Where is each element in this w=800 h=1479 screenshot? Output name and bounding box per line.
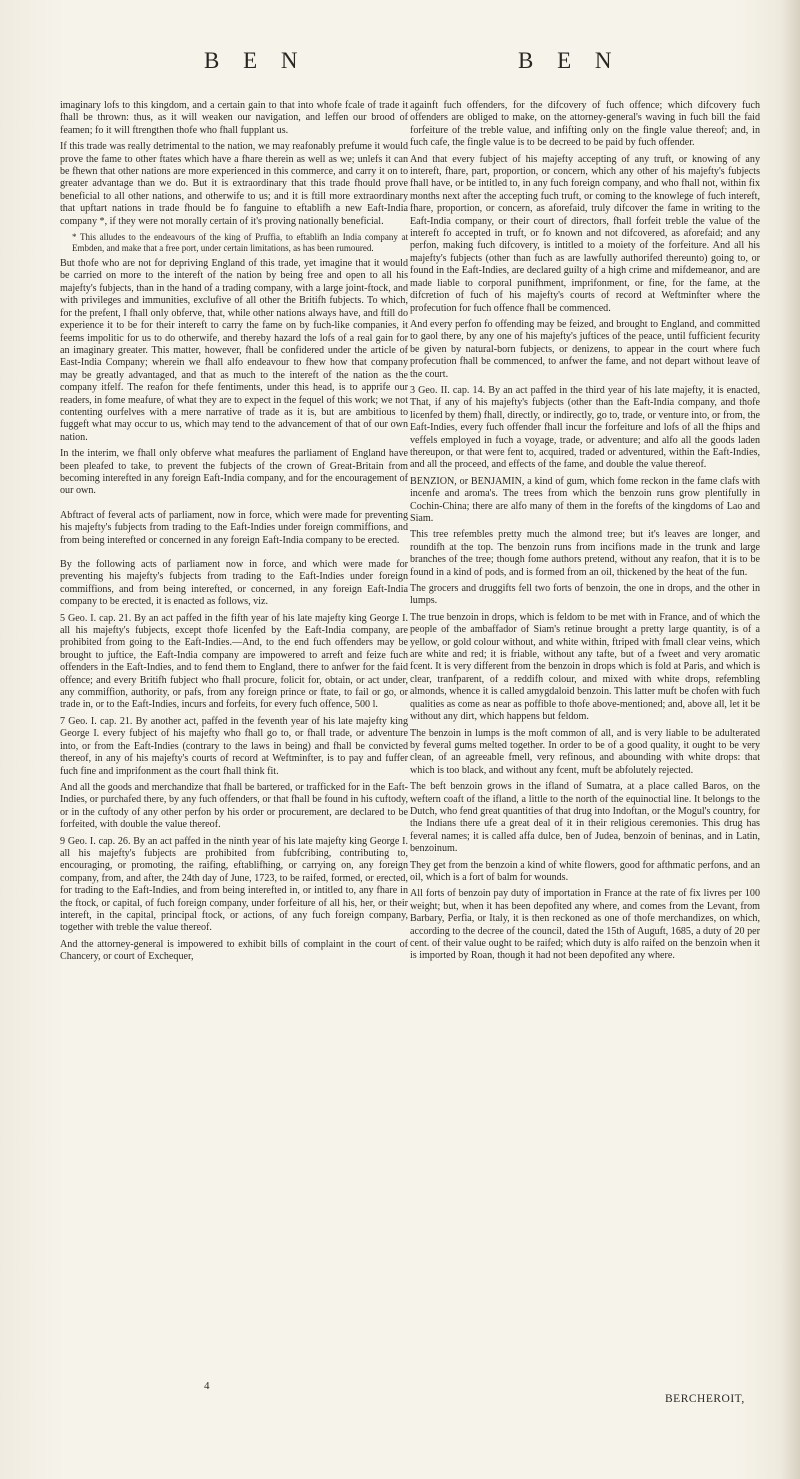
paragraph: They get from the benzoin a kind of white flowers, good for afthmatic perfons, and an oil, which is a fort of balm for wounds. — [410, 859, 760, 883]
paragraph: And every perfon fo offending may be feized, and brought to England, and committed to gaol there, by any one of his majefty's juftices of the peace, until fufficient fecurity be given by natural-born fubjects, or denizens, to appear in the court where fuch profecution fhall be commenced, to anfwer the fame, and not depart without leave of the court. — [410, 318, 760, 380]
paragraph: imaginary lofs to this kingdom, and a certain gain to that into whofe fcale of trade it fhall be thrown: thus, as it will weaken our navigation, and leffen our brood of feamen; fo it will ftrengthen thofe who fhall fupplant us. — [60, 100, 408, 136]
paragraph: All forts of benzoin pay duty of importation in France at the rate of fix livres per 100 weight; but, when it has been depofited any where, and comes from the Levant, from Barbary, Perfia, or Italy, it is then reckoned as one of thofe merchandizes, on which, according to the decree of the council, dated the 15th of Auguft, 1685, a duty of 20 per cent. of their value ought to be raifed; which duty is alfo raifed on the benzoin when it is imported by Roan, though it had not been depofited any where. — [410, 888, 760, 962]
paragraph: 7 Geo. I. cap. 21. By another act, paffed in the feventh year of his late majefty king George I. every fubject of his majefty who fhall go to, or fhall trade, or adventure into, or from the Eaft-Indies (contrary to the laws in being) and fhall be convicted thereof, in any of his majefty's courts of record at Weftminfter, is to pay and fuffer fuch fine and imprifonment as the court fhall think fit. — [60, 715, 408, 777]
catchword: BERCHEROIT, — [665, 1393, 745, 1405]
paragraph: 5 Geo. I. cap. 21. By an act paffed in the fifth year of his late majefty king George I. all his majefty's fubjects, except thofe licenfed by the Eaft-India company, are prohibited from going to the Eaft-Indies.—And, to the end fuch offenders may be brought to juftice, the Eaft-India company are impowered to arreft and feize fuch offenders in the Eaft-Indies, and to fend them to England, there to anfwer for the faid offence; and every Britifh fubject who fhall procure, folicit for, obtain, or act under, any commiffion, authority, or pafs, from any foreign prince or ftate, to fail or go, or trade in, or to the Eaft-Indies, incurs and forfeits, for every fuch offence, 500 l. — [60, 612, 408, 711]
paragraph: But thofe who are not for depriving England of this trade, yet imagine that it would be carried on more to the intereft of the nation by being free and open to all his majefty's fubjects, than in the hand of a trading company, with a large joint-ftock, and with privileges and immunities, exclufive of all other the Britifh fubjects. To which, for the prefent, I fhall only obferve, that, while other nations always have, and ftill do experience it to be for their intereft to carry the fame on by fuch-like companies, it feems impolitic for us to do otherwife, and thereby hazard the lofs of a real gain for an imaginary greater. This matter, however, fhall be confidered under the article of East-India Company; wherein we fhall alfo endeavour to fhew how that company may be greatly advantaged, and that as much to the intereft of the nation as the company itfelf. The reafon for thefe fentiments, under this head, is to apprife our readers, in fome meafure, of what they are to expect in the fequel of this work; we not contenting ourfelves with a mere narrative of trade as it is, but are ambitious to fuggeft what may occur to us, which may tend to the advancement of that of our own nation. — [60, 258, 408, 443]
paragraph: 9 Geo. I. cap. 26. By an act paffed in the ninth year of his late majefty king George I. all his majefty's fubjects are prohibited from fubfcribing, contributing to, encouraging, or promoting, the raifing, eftablifhing, or carrying on, any foreign company, from, and after, the 24th day of June, 1723, to be raifed, formed, or erected, for trading to the Eaft-Indies, and from being interefted in, or intitled to, any fhare in the ftock, or capital, of fuch foreign company, under forfeiture of all his, her, or their intereft, in the capital, principal ftock, or actions, of any fuch foreign company, together with treble the value thereof. — [60, 835, 408, 934]
left-column — [60, 100, 408, 968]
paragraph: By the following acts of parliament now in force, and which were made for preventing his majefty's fubjects from trading to the Eaft-Indies under foreign commiffions, and from being interefted, or concerned, in any foreign Eaft-India company to be erected, it is enacted as follows, viz. — [60, 559, 408, 608]
paragraph: 3 Geo. II. cap. 14. By an act paffed in the third year of his late majefty, it is enacted, That, if any of his majefty's fubjects (other than the Eaft-India company, and thofe licenfed by them) fhall, directly, or indirectly, go to, trade, or venture into, or from, the Eaft-Indies, every fuch offender fhall incur the forfeiture and lofs of all the fhips and veffels employed in fuch a voyage, trade, or adventure; and alfo all the goods laden thereupon, or that were fent to, acquired, traded or adventured, within the Eaft-Indies, and all the proceed, and effects of the fame, and double the value thereof. — [410, 384, 760, 471]
right-column — [410, 100, 760, 967]
paragraph: This tree refembles pretty much the almond tree; but it's leaves are longer, and roundifh at the top. The benzoin runs from incifions made in the trunk and large branches of the tree; though fome authors pretend, without any reafon, that it is to be found in a kind of pods, and is formed from an oil, thickened by the heat of the fun. — [410, 529, 760, 578]
page-number: 4 — [204, 1380, 210, 1392]
paragraph: And that every fubject of his majefty accepting of any truft, or knowing of any intereft, fhare, part, proportion, or concern, which any other of his majefty's fubjects fhall have, or be intitled to, in any fuch foreign company, and who fhall not, within fix months next after the accepting fuch truft, or coming to the knowlege of fuch intereft, fhare, proportion, or concern, as aforefaid, truly difcover the fame in writing to the Eaft-India company, or their court of directors, fhall forfeit treble the value of the intereft fo accepted in truft, or fo known and not difcovered, as aforefaid; and any perfon, making fuch difcovery, is intitled to a moiety of the forfeiture. And all his majefty's fubjects (other than fuch as are lawfully authorifed thereunto) going to, or found in the Eaft-Indies, are declared guilty of a high crime and mifdemeanor, and are made liable to corporal punifhment, imprifonment, or fine, for the fame, at the difcretion of fuch of his majefty's courts of record at Weftminfter where the profecution for fuch offence fhall be commenced. — [410, 153, 760, 314]
footnote: * This alludes to the endeavours of the king of Pruffia, to eftablifh an India company at Embden, and make that a free port, under certain limitations, as has been rumoured. — [72, 232, 408, 254]
paragraph: And the attorney-general is impowered to exhibit bills of complaint in the court of Chancery, or court of Exchequer, — [60, 938, 408, 963]
scan-shadow — [780, 0, 800, 1479]
paragraph: The grocers and druggifts fell two forts of benzoin, the one in drops, and the other in lumps. — [410, 583, 760, 607]
paragraph: againft fuch offenders, for the difcovery of fuch offence; which difcovery fuch offenders are obliged to make, on the attorney-general's waving in fuch bill the faid forfeiture of the treble value, and infifting only on the fingle value thereof; and, in fuch cafe, the fingle value is to be decreed to be paid by fuch offender. — [410, 100, 760, 149]
paragraph: The true benzoin in drops, which is feldom to be met with in France, and of which the people of the ambaffador of Siam's retinue brought a pretty large quantity, is of a yellow, or gold colour without, and white within, ftriped with fmall clear veins, which are white and red; it is friable, without any tafte, but of a fweet and very aromatic fcent. It is very different from the benzoin in drops which is fold at Paris, and which is clear, tranfparent, of a reddifh colour, and mixed with white drops, refembling almonds, whence it is called amygdaloid benzoin. This latter muft be chofen with fuch qualities as come as near as poffible to thofe above-mentioned; and, above all, let it be without any dirt, which happens but feldom. — [410, 611, 760, 723]
running-head-right: B E N — [518, 48, 621, 73]
entry-benzion: BENZION, or BENJAMIN, a kind of gum, which fome reckon in the fame clafs with incenfe and aroma's. The trees from which the benzoin runs grow plentifully in Cochin-China; there are alfo many of them in the forefts of the kingdoms of Lao and Siam. — [410, 475, 760, 524]
running-head-left: B E N — [204, 48, 307, 73]
section-abstract-heading: Abftract of feveral acts of parliament, now in force, which were made for preventing his majefty's fubjects from trading to the Eaft-Indies under foreign commiffions, and from being interefted or concerned in any foreign Eaft-India company to be erected. — [60, 509, 408, 546]
paragraph: If this trade was really detrimental to the nation, we may reafonably prefume it would prove the fame to other ftates which have a fhare therein as well as we; unlefs it can be fhewn that other nations are more experienced in this commerce, and carry it on to greater advantage than we do. But it is extraordinary that this trade fhould prove beneficial to all other nations, and otherwife to us; and it is ftill more extraordinary that upftart nations in trade fhould be fo fanguine to eftablifh a new Eaft-India company *, if they were not morally certain of it's proving nationally beneficial. — [60, 141, 408, 227]
paragraph: The beft benzoin grows in the ifland of Sumatra, at a place called Baros, on the weftern coaft of the ifland, a little to the north of the equinoctial line. It belongs to the Dutch, who fend great quantities of that drug into Indoftan, or the Mogul's country, for the Indians there ufe a great deal of it in their religious ceremonies. This drug has feveral names; it is called affa dulce, ben of Judea, benzoin of beninas, and in Latin, benzoinum. — [410, 781, 760, 855]
paragraph: And all the goods and merchandize that fhall be bartered, or trafficked for in the Eaft-Indies, or purchafed there, by any fuch offenders, or that fhall be found in his cuftody, or in the cuftody of any other perfon by his order or procurement, are declared to be forfeited, with double the value thereof. — [60, 781, 408, 831]
paragraph: In the interim, we fhall only obferve what meafures the parliament of England have been pleafed to take, to prevent the fubjects of the crown of Great-Britain from becoming interefted in any foreign Eaft-India company, and for the encouragement of our own. — [60, 448, 408, 497]
paragraph: The benzoin in lumps is the moft common of all, and is very liable to be adulterated by feveral gums melted together. In order to be of a good quality, it ought to be very clean, of an agreeable fmell, very refinous, and abounding with white drops: that which is too black, and without any fcent, muft be abfolutely rejected. — [410, 727, 760, 776]
